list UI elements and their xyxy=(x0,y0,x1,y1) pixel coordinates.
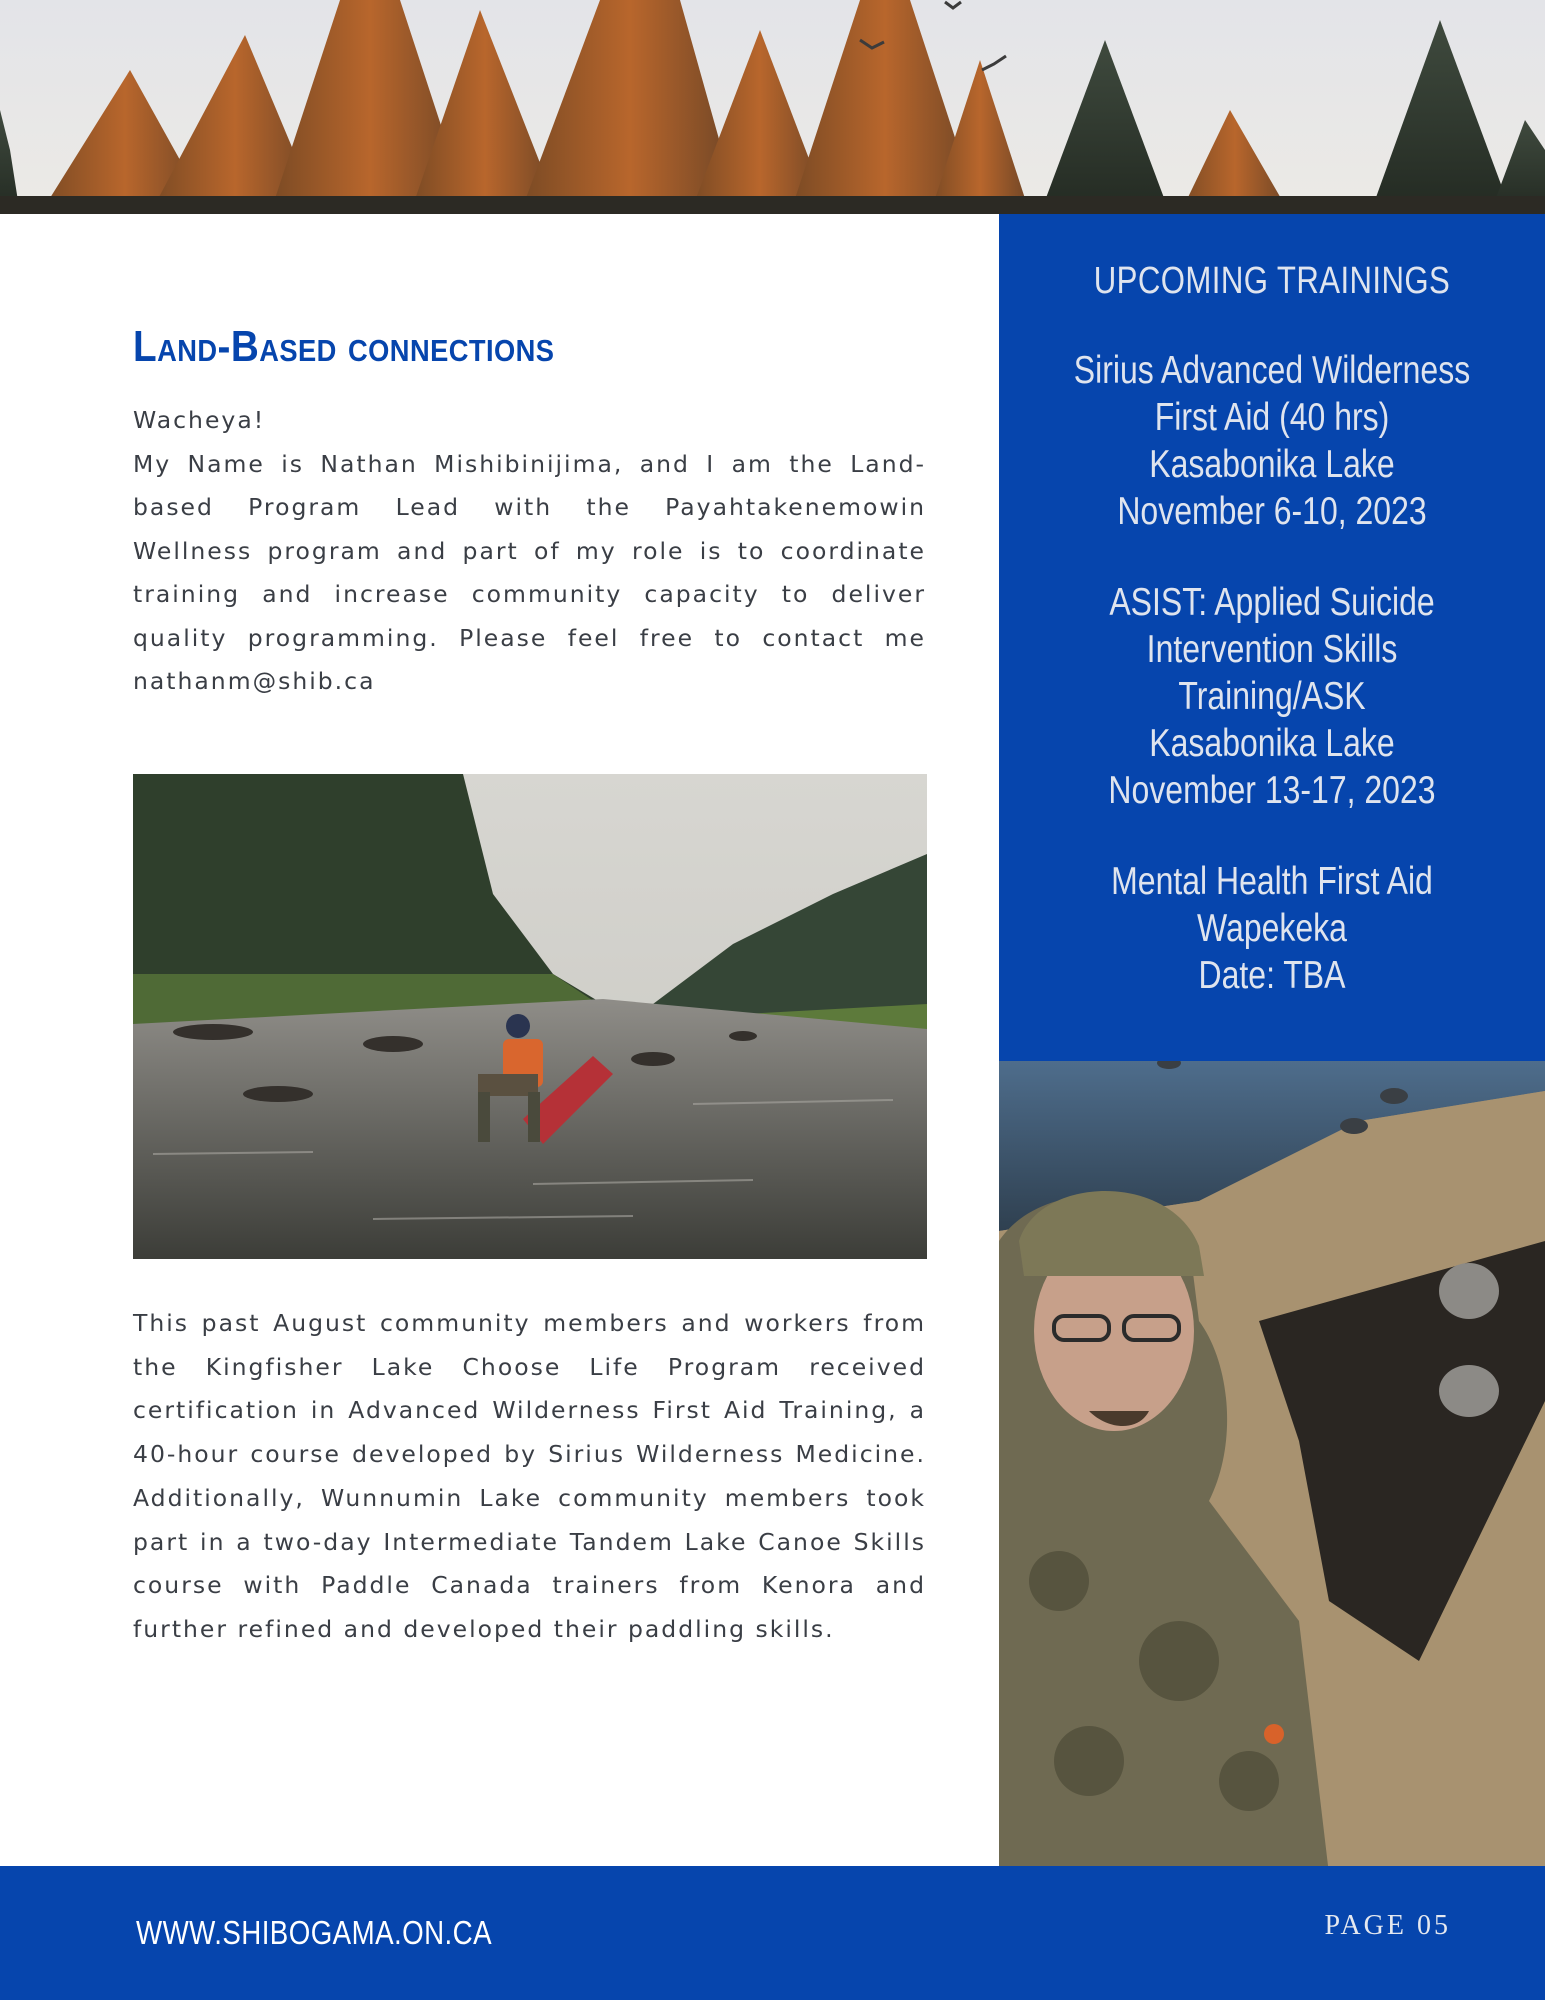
header-banner-forest-image xyxy=(0,0,1545,214)
training-line: Kasabonika Lake xyxy=(1149,443,1395,486)
training-line: First Aid (40 hrs) xyxy=(1154,396,1390,439)
training-line: Wapekeka xyxy=(1197,907,1347,950)
article-title: Land-Based connections xyxy=(133,322,555,371)
trainings-heading: UPCOMING TRAININGS xyxy=(1093,260,1451,302)
training-line: Intervention Skills xyxy=(1146,628,1398,671)
page-number: PAGE 05 xyxy=(1324,1910,1451,1941)
river-canoe-photo xyxy=(133,774,927,1259)
training-item xyxy=(1048,858,1496,999)
training-line: Training/ASK xyxy=(1178,675,1366,718)
training-item xyxy=(1048,347,1496,535)
training-line: Date: TBA xyxy=(1198,954,1346,997)
training-line: November 13-17, 2023 xyxy=(1108,769,1436,812)
training-line: Kasabonika Lake xyxy=(1149,722,1395,765)
training-line: November 6-10, 2023 xyxy=(1117,490,1427,533)
upcoming-trainings-panel xyxy=(999,214,1545,1061)
training-line: Sirius Advanced Wilderness xyxy=(1073,349,1471,392)
story-paragraph: This past August community members and workers from the Kingfisher Lake Choose Life Program received certification in Advanced Wilderness First Aid Training, a 40-hour course developed by Sirius Wilderness Medicine. Additionally, Wunnumin Lake community members took part in a two-day Intermediate Tandem Lake Canoe Skills course with Paddle Canada trainers from Kenora and further refined and developed their paddling skills. xyxy=(133,1309,926,1643)
intro-section xyxy=(133,399,926,704)
intro-paragraph: My Name is Nathan Mishibinijima, and I am the Land-based Program Lead with the Payahtakenemowin Wellness program and part of my role is to coordinate training and increase community capacity to deliver quality programming. Please feel free to contact me nathanm@shib.ca xyxy=(133,449,926,695)
footer-bar xyxy=(0,1866,1545,2000)
training-item xyxy=(1048,579,1496,814)
training-line: Mental Health First Aid xyxy=(1111,860,1433,903)
greeting-text: Wacheya! xyxy=(133,406,266,434)
website-link[interactable]: WWW.SHIBOGAMA.ON.CA xyxy=(136,1914,493,1951)
goose-hunt-selfie-photo xyxy=(999,1061,1545,1874)
training-line: ASIST: Applied Suicide xyxy=(1109,581,1435,624)
